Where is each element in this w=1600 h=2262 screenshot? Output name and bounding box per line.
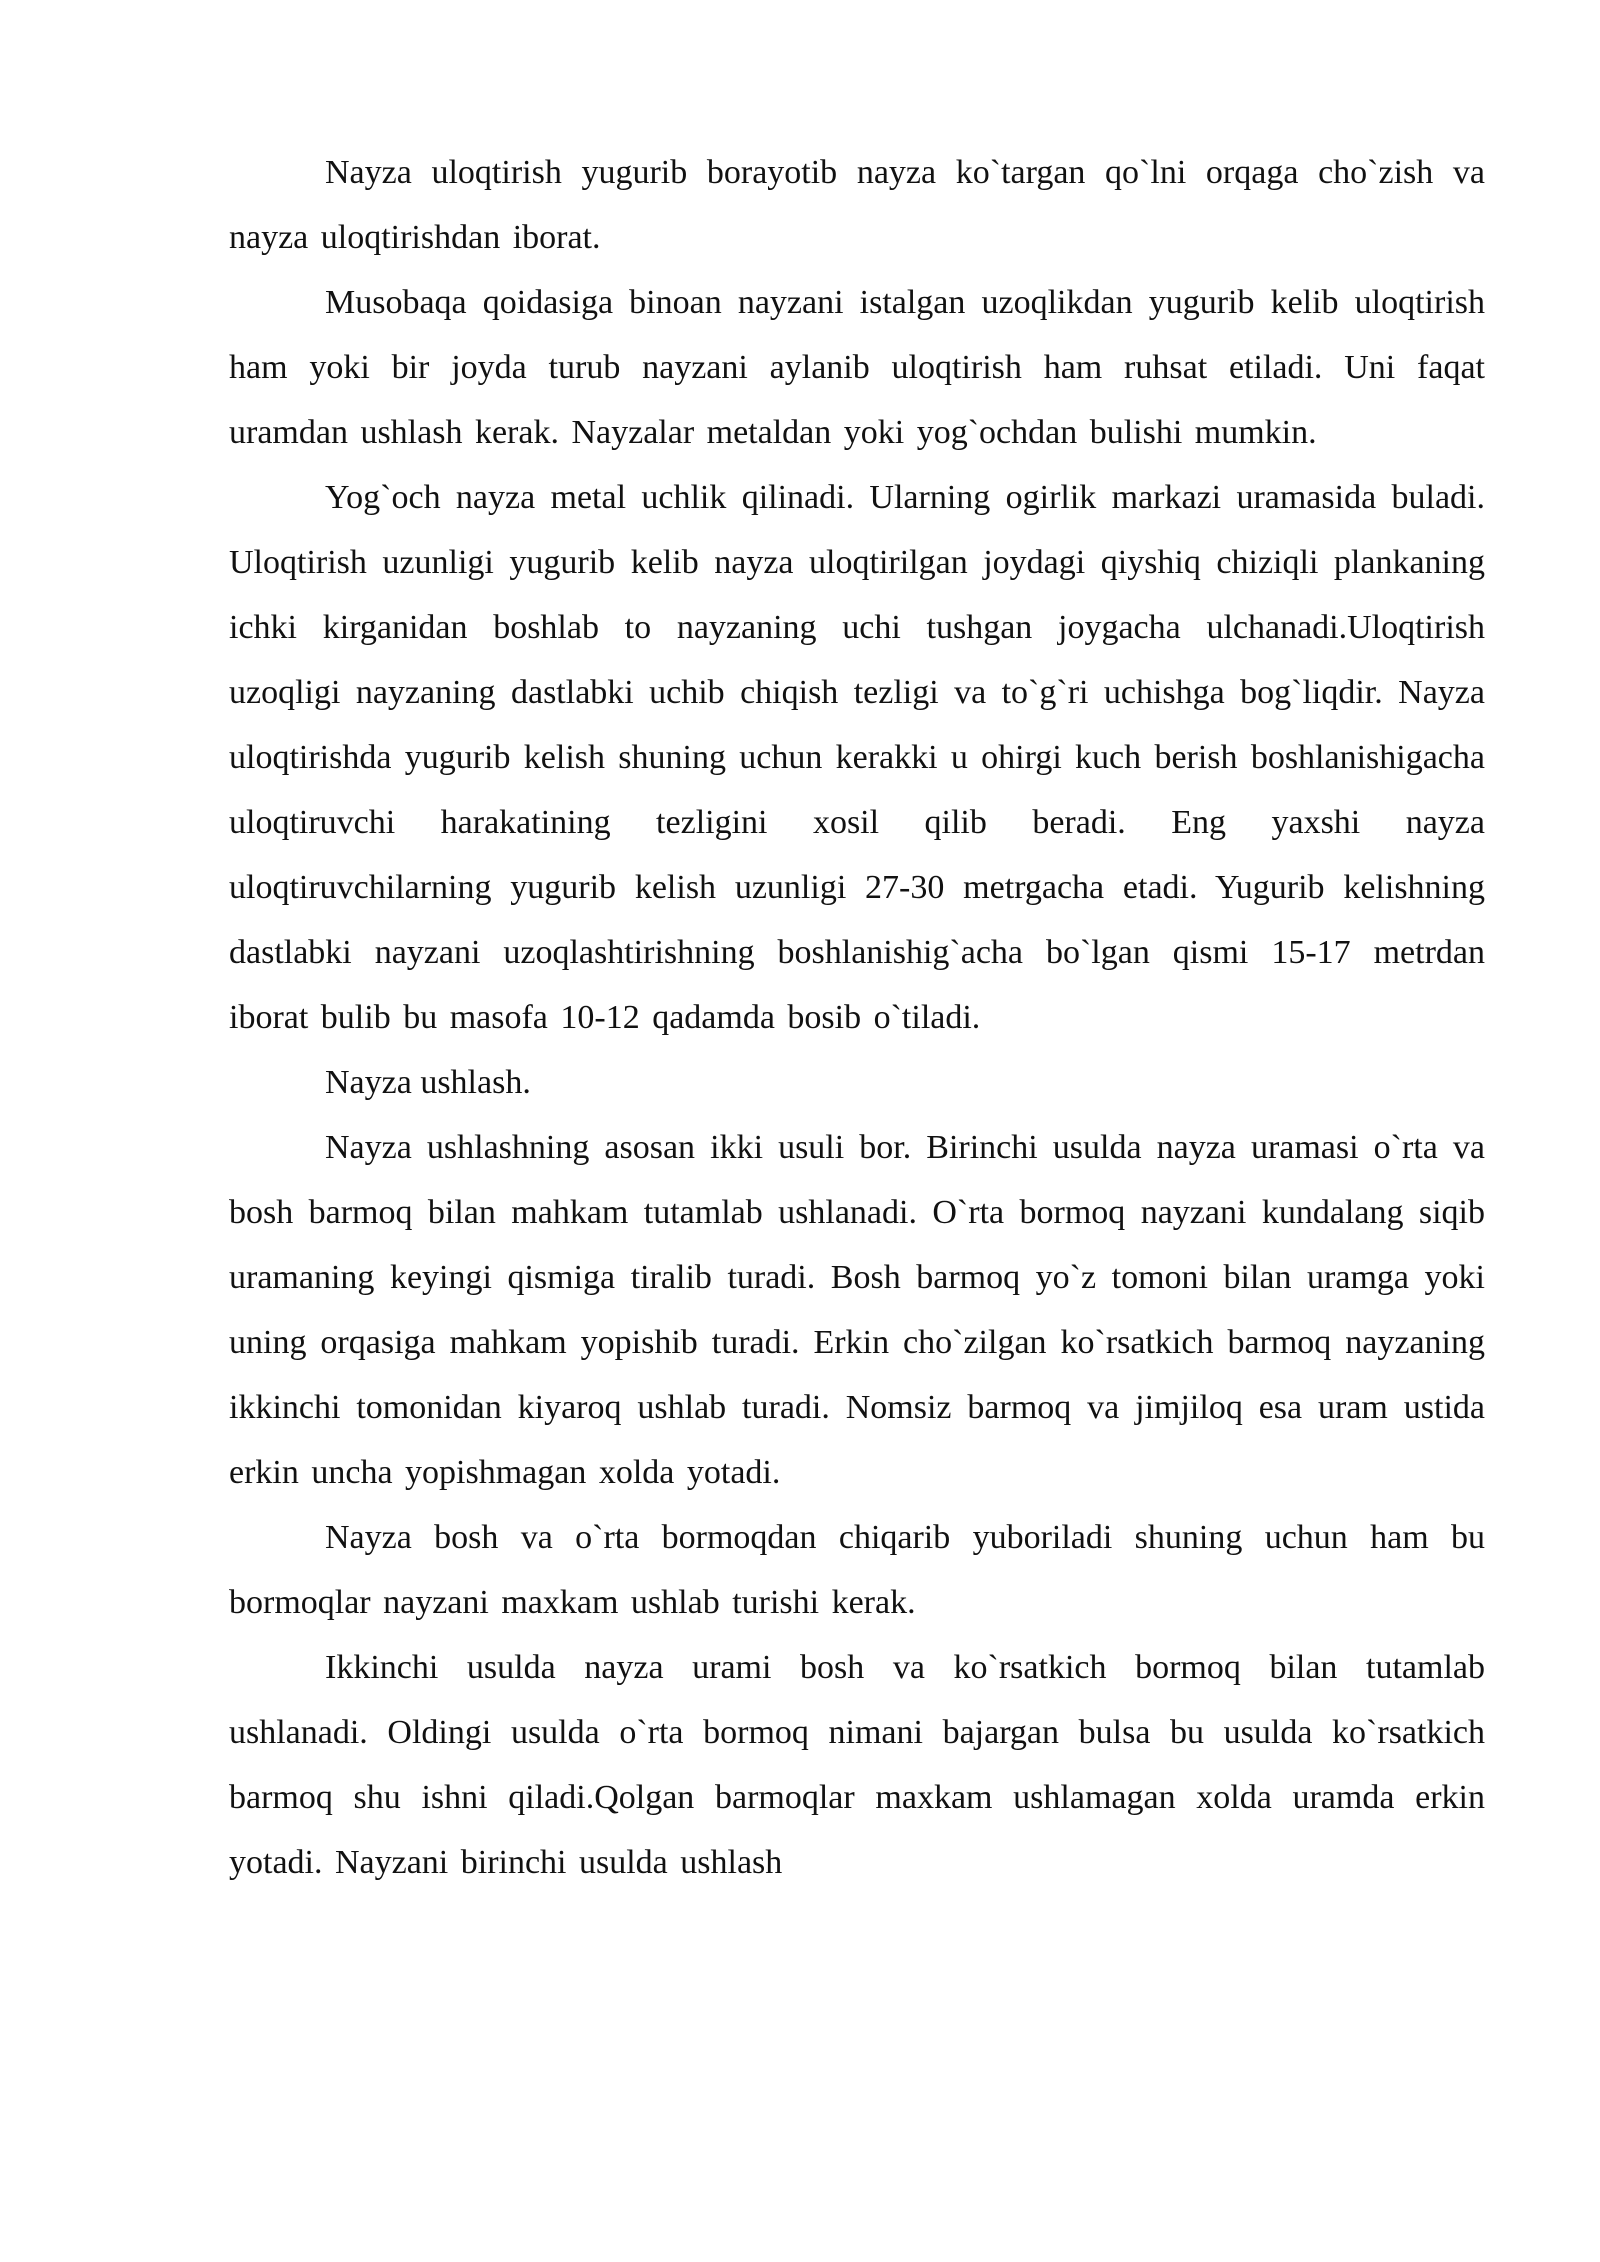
paragraph-grip-second-method: Ikkinchi usulda nayza urami bosh va ko`rsatkich bormoq bilan tutamlab ushlanadi. Oldingi usulda o`rta bormoq nimani bajargan bulsa bu usulda ko`rsatkich barmoq shu ishni qiladi.Qolgan barmoqlar maxkam ushlamagan xolda uramda erkin yotadi. Nayzani birinchi usulda ushlash (229, 1649, 1485, 1881)
paragraph-javelin-construction: Yog`och nayza metal uchlik qilinadi. Ularning ogirlik markazi uramasida buladi. Uloqtirish uzunligi yugurib kelib nayza uloqtirilgan joydagi qiyshiq chiziqli plankaning ichki kirganidan boshlab to nayzaning uchi tushgan joygacha ulchanadi.Uloqtirish uzoqligi nayzaning dastlabki uchib chiqish tezligi va to`g`ri uchishga bog`liqdir. Nayza uloqtirishda yugurib kelish shuning uchun kerakki u ohirgi kuch berish boshlanishigacha uloqtiruvchi harakatining tezligini xosil qilib beradi. Eng yaxshi nayza uloqtiruvchilarning yugurib kelish uzunligi 27-30 metrgacha etadi. Yugurib kelishning dastlabki nayzani uzoqlashtirishning boshlanishig`acha bo`lgan qismi 15-17 metrdan iborat bulib bu masofa 10-12 qadamda bosib o`tiladi. (229, 479, 1485, 1036)
paragraph-competition-rules: Musobaqa qoidasiga binoan nayzani istalgan uzoqlikdan yugurib kelib uloqtirish ham yoki bir joyda turub nayzani aylanib uloqtirish ham ruhsat etiladi. Uni faqat uramdan ushlash kerak. Nayzalar metaldan yoki yog`ochdan bulishi mumkin. (229, 284, 1485, 451)
document-body (229, 140, 1485, 1895)
section-heading-grip: Nayza ushlash. (325, 1064, 531, 1101)
paragraph-grip-first-method: Nayza ushlashning asosan ikki usuli bor. Birinchi usulda nayza uramasi o`rta va bosh barmoq bilan mahkam tutamlab ushlanadi. O`rta bormoq nayzani kundalang siqib uramaning keyingi qismiga tiralib turadi. Bosh barmoq yo`z tomoni bilan uramga yoki uning orqasiga mahkam yopishib turadi. Erkin cho`zilgan ko`rsatkich barmoq nayzaning ikkinchi tomonidan kiyaroq ushlab turadi. Nomsiz barmoq va jimjiloq esa uram ustida erkin uncha yopishmagan xolda yotadi. (229, 1129, 1485, 1491)
paragraph-intro: Nayza uloqtirish yugurib borayotib nayza ko`targan qo`lni orqaga cho`zish va nayza uloqtirishdan iborat. (229, 154, 1485, 256)
paragraph-grip-release: Nayza bosh va o`rta bormoqdan chiqarib yuboriladi shuning uchun ham bu bormoqlar nayzani maxkam ushlab turishi kerak. (229, 1519, 1485, 1621)
